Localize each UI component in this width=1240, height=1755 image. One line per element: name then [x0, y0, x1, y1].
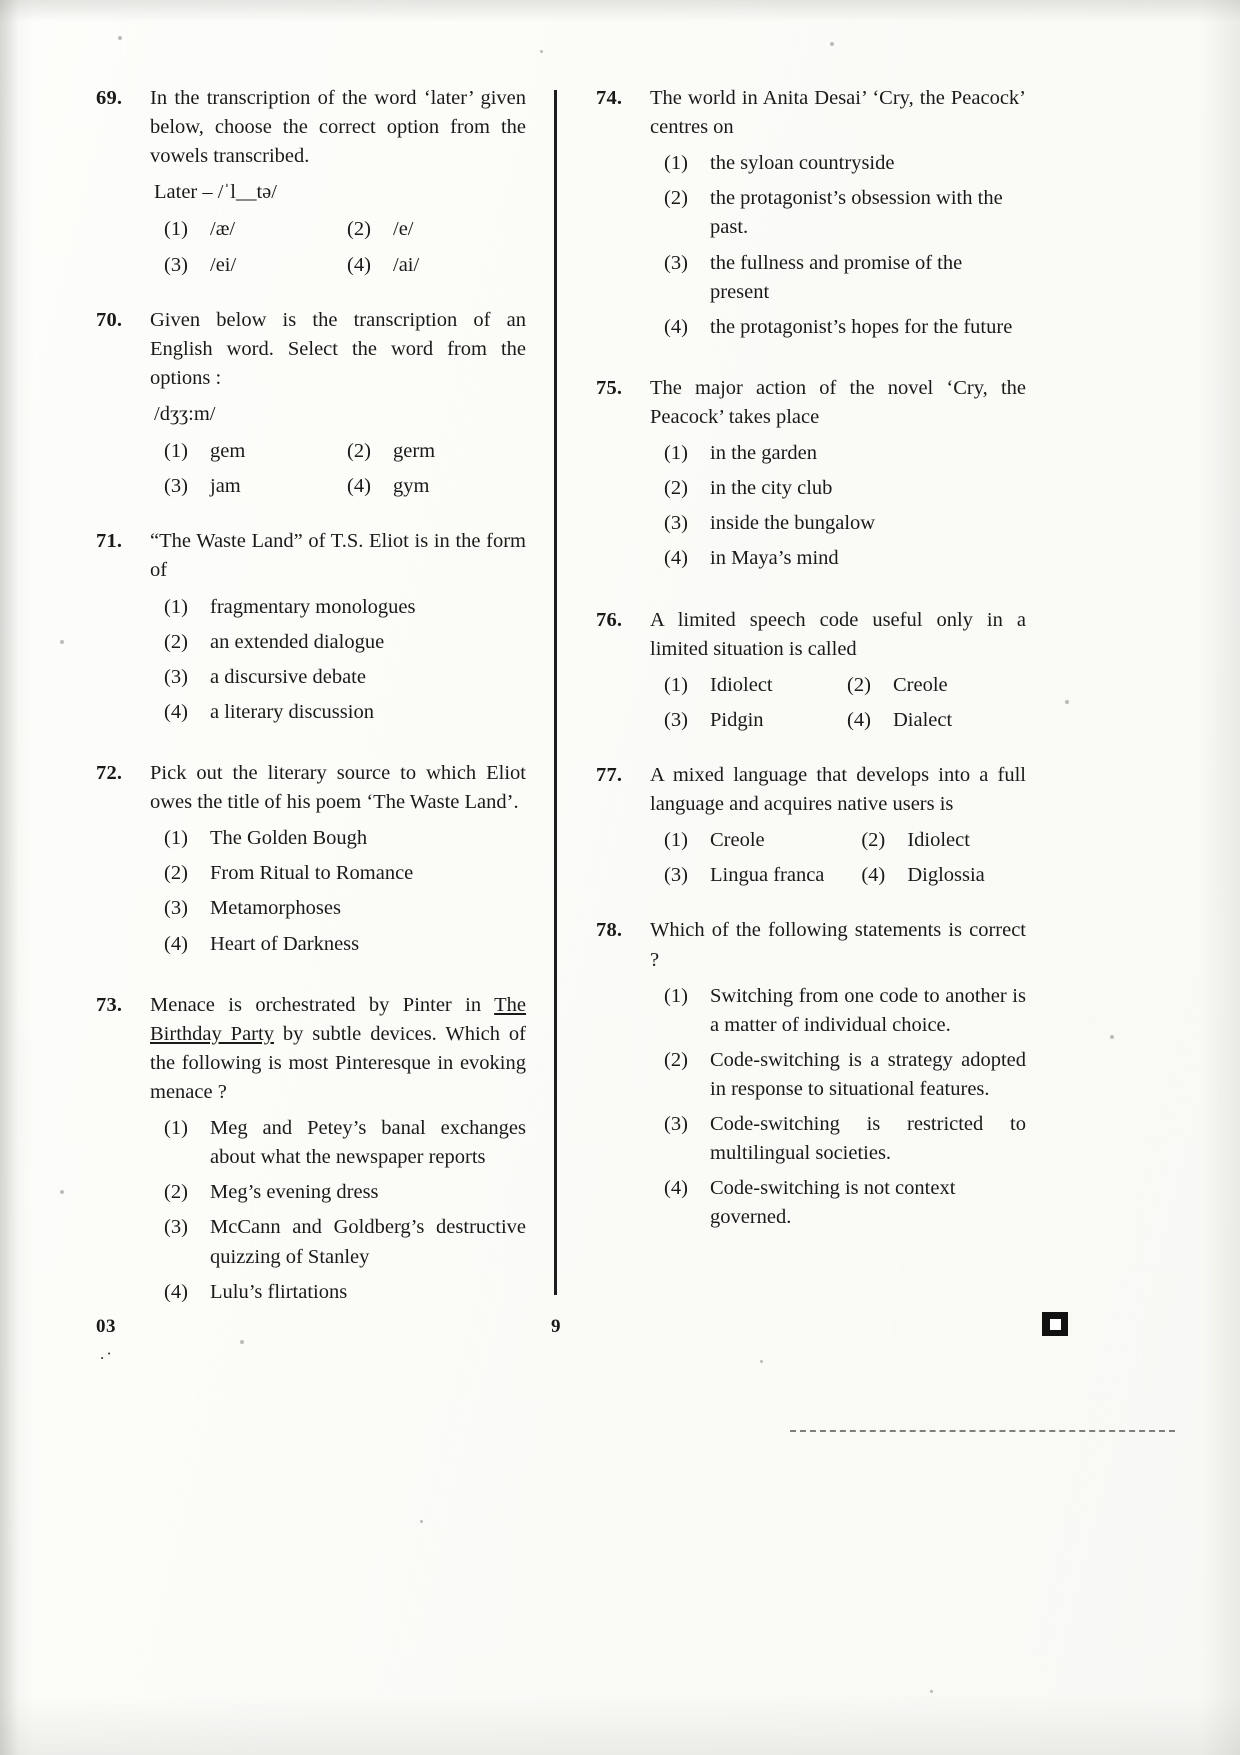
answer-option[interactable]: [150, 859, 526, 888]
option-label: (2): [164, 862, 188, 885]
option-text: Code-switching is a strategy adopted in response to situational features.: [710, 1048, 1026, 1100]
option-label: (1): [664, 829, 688, 852]
answer-option[interactable]: [650, 439, 1026, 468]
two-column-layout: [96, 84, 1026, 1339]
answer-option[interactable]: [347, 215, 526, 244]
question-stem: The major action of the novel ‘Cry, the Peacock’ takes place: [650, 376, 1026, 428]
question-stem: A mixed language that develops into a full language and acquires native users is: [650, 763, 1026, 816]
option-text: germ: [393, 440, 436, 463]
column-divider-rule: [554, 90, 557, 1295]
option-label: (4): [861, 864, 886, 887]
question-item: [96, 991, 526, 1313]
question-number: 75.: [596, 376, 623, 399]
booklet-code: 03: [96, 1316, 116, 1337]
answer-option[interactable]: [150, 1278, 526, 1307]
underlined-title: The Birthday Party: [150, 993, 526, 1045]
option-list: [650, 982, 1026, 1233]
option-text: Idiolect: [710, 673, 773, 696]
answer-option[interactable]: [650, 982, 1026, 1040]
option-label: (3): [664, 708, 688, 731]
answer-option[interactable]: [150, 698, 526, 727]
scan-edge-shadow-left: [0, 0, 34, 1755]
option-label: (1): [664, 984, 688, 1007]
question-stem: [150, 991, 526, 1107]
option-text: Creole: [893, 673, 948, 696]
question-item: [96, 759, 526, 965]
option-text: Dialect: [893, 708, 953, 731]
question-stem: Which of the following statements is correct ?: [650, 919, 1026, 971]
option-text: Lingua franca: [710, 864, 825, 887]
scan-edge-shadow-right: [1200, 0, 1240, 1755]
option-text: the syloan countryside: [710, 152, 895, 175]
option-text: the fullness and promise of the present: [710, 251, 963, 303]
answer-option[interactable]: [650, 1046, 1026, 1104]
answer-option[interactable]: [164, 215, 343, 244]
option-list: [150, 824, 526, 958]
answer-option[interactable]: [164, 251, 343, 280]
question-stem: “The Waste Land” of T.S. Eliot is in the form of: [150, 530, 526, 582]
option-label: (3): [164, 665, 188, 688]
option-text: fragmentary monologues: [210, 595, 416, 618]
option-label: (3): [164, 475, 188, 498]
option-label: (2): [664, 1048, 688, 1071]
question-item: [96, 527, 526, 733]
answer-option[interactable]: [150, 628, 526, 657]
scan-speck: [930, 1690, 933, 1693]
stem-text-run: Menace is orchestrated by Pinter in: [150, 993, 495, 1016]
option-text: gem: [210, 440, 246, 463]
answer-option[interactable]: [150, 894, 526, 923]
option-label: (1): [164, 595, 188, 618]
question-number: 71.: [96, 530, 123, 553]
option-text: Idiolect: [907, 829, 970, 852]
question-body: [150, 84, 526, 280]
option-label: (3): [164, 897, 188, 920]
option-label: (2): [164, 630, 188, 653]
option-text: Code-switching is not context governed.: [710, 1177, 956, 1229]
scan-artifact-dots: .·: [100, 1344, 114, 1363]
option-label: (3): [164, 1216, 188, 1239]
scan-speck: [60, 1190, 64, 1194]
option-text: the protagonist’s obsession with the past.: [710, 187, 1003, 239]
question-body: [650, 916, 1026, 1238]
option-text: The Golden Bough: [210, 827, 368, 850]
answer-option[interactable]: [347, 437, 526, 466]
question-stem: Given below is the transcription of an English word. Select the word from the options :: [150, 308, 526, 389]
registration-mark-icon: [1042, 1312, 1068, 1336]
scan-edge-shadow-top: [0, 0, 1240, 22]
option-label: (2): [664, 187, 688, 210]
option-text: McCann and Goldberg’s destructive quizzing of Stanley: [210, 1216, 526, 1268]
answer-option[interactable]: [164, 437, 343, 466]
question-body: [150, 991, 526, 1313]
option-text: Code-switching is restricted to multilingual societies.: [710, 1113, 1026, 1165]
option-label: (1): [664, 673, 688, 696]
option-text: inside the bungalow: [710, 512, 876, 535]
option-label: (4): [164, 1280, 188, 1303]
scan-speck: [118, 36, 122, 40]
option-text: Heart of Darkness: [210, 932, 360, 955]
page-footer: [96, 1316, 1144, 1363]
option-label: (4): [347, 475, 371, 498]
option-label: (4): [664, 547, 688, 570]
option-text: From Ritual to Romance: [210, 862, 414, 885]
question-body: [650, 761, 1026, 890]
scan-edge-shadow-bottom: [0, 1695, 1240, 1755]
answer-option[interactable]: [650, 544, 1026, 573]
question-number: 78.: [596, 919, 623, 942]
answer-option[interactable]: [650, 1174, 1026, 1232]
answer-option[interactable]: [150, 930, 526, 959]
scan-speck: [830, 42, 834, 46]
question-number: 76.: [596, 608, 623, 631]
option-label: (1): [164, 218, 188, 241]
answer-option[interactable]: [664, 826, 857, 855]
option-list: [650, 826, 1026, 890]
option-list: [150, 593, 526, 727]
option-label: (1): [164, 440, 188, 463]
answer-option[interactable]: [650, 184, 1026, 242]
option-label: (1): [164, 1117, 188, 1140]
answer-option[interactable]: [150, 824, 526, 853]
answer-option[interactable]: [347, 472, 526, 501]
question-body: [650, 84, 1026, 348]
answer-option[interactable]: [347, 251, 526, 280]
option-list: [150, 1114, 526, 1307]
answer-option[interactable]: [861, 861, 1026, 890]
question-number: 74.: [596, 87, 623, 109]
option-label: (4): [164, 932, 188, 955]
option-text: jam: [210, 475, 241, 498]
answer-option[interactable]: [650, 1110, 1026, 1168]
answer-option[interactable]: [150, 593, 526, 622]
answer-option[interactable]: [650, 313, 1026, 342]
answer-option[interactable]: [150, 1213, 526, 1271]
option-label: (3): [164, 253, 188, 276]
answer-option[interactable]: [664, 861, 857, 890]
option-text: in the garden: [710, 442, 818, 465]
question-item: [596, 84, 1026, 348]
option-text: Meg and Petey’s banal exchanges about what the newspaper reports: [210, 1117, 526, 1169]
option-text: in the city club: [710, 477, 833, 500]
option-text: a literary discussion: [210, 700, 374, 723]
option-label: (2): [347, 218, 371, 241]
option-label: (4): [164, 700, 188, 723]
option-text: /ai/: [393, 253, 420, 276]
question-item: [596, 606, 1026, 735]
option-label: (4): [347, 253, 371, 276]
option-list: [150, 437, 526, 501]
option-label: (3): [664, 512, 688, 535]
answer-option[interactable]: [847, 706, 1026, 735]
question-stem: In the transcription of the word ‘later’ given below, choose the correct option from the vowels transcribed.: [150, 87, 526, 168]
question-stem: Pick out the literary source to which Eliot owes the title of his poem ‘The Waste Land’.: [150, 761, 526, 814]
question-body: [150, 527, 526, 733]
answer-option[interactable]: [150, 1114, 526, 1172]
scan-speck: [540, 50, 543, 53]
answer-option[interactable]: [150, 663, 526, 692]
dashed-cut-line: [790, 1430, 1175, 1432]
answer-option[interactable]: [650, 149, 1026, 178]
option-text: Diglossia: [907, 864, 985, 887]
question-number: 73.: [96, 993, 123, 1016]
option-text: /e/: [393, 218, 414, 241]
question-number: 72.: [96, 761, 123, 784]
option-label: (2): [664, 477, 688, 500]
option-label: (2): [347, 440, 371, 463]
question-item: [596, 916, 1026, 1238]
option-text: in Maya’s mind: [710, 547, 839, 570]
option-text: a discursive debate: [210, 665, 366, 688]
question-item: [96, 84, 526, 280]
scan-speck: [420, 1520, 423, 1523]
answer-option[interactable]: [861, 826, 1026, 855]
page-number: 9: [551, 1316, 561, 1337]
option-label: (2): [847, 673, 871, 696]
option-text: an extended dialogue: [210, 630, 385, 653]
option-text: Pidgin: [710, 708, 764, 731]
answer-option[interactable]: [164, 472, 343, 501]
option-text: /ei/: [210, 253, 237, 276]
option-list: [650, 439, 1026, 573]
option-text: Switching from one code to another is a matter of individual choice.: [710, 984, 1026, 1036]
question-number: 69.: [96, 87, 123, 109]
question-body: [150, 306, 526, 502]
option-text: Lulu’s flirtations: [210, 1280, 348, 1303]
scan-speck: [1110, 1035, 1114, 1039]
answer-option[interactable]: [664, 706, 843, 735]
answer-option[interactable]: [650, 509, 1026, 538]
question-item: [596, 374, 1026, 580]
option-text: gym: [393, 475, 430, 498]
option-label: (3): [664, 251, 688, 274]
option-label: (4): [847, 708, 871, 731]
option-label: (2): [861, 829, 886, 852]
question-body: [150, 759, 526, 965]
scan-speck: [1065, 700, 1069, 704]
option-label: (2): [164, 1181, 188, 1204]
question-stem: The world in Anita Desai’ ‘Cry, the Peacock’ centres on: [650, 87, 1026, 139]
question-body: [650, 374, 1026, 580]
option-label: (1): [664, 442, 688, 465]
question-item: [596, 761, 1026, 890]
stem-text-run: by subtle devices. Which of the following is most Pinteresque in evoking menace ?: [150, 1022, 527, 1103]
scan-speck: [760, 1360, 763, 1363]
right-question-column: [540, 84, 1026, 1265]
question-item: [96, 306, 526, 502]
option-label: (1): [664, 152, 688, 175]
question-number: 70.: [96, 308, 123, 331]
option-label: (3): [664, 1113, 688, 1136]
option-text: Meg’s evening dress: [210, 1181, 379, 1204]
option-text: Creole: [710, 829, 765, 852]
option-text: /æ/: [210, 218, 236, 241]
answer-option[interactable]: [664, 671, 843, 700]
answer-option[interactable]: [847, 671, 1026, 700]
phonetic-transcription: Later – /ˈl__tə/: [154, 181, 277, 204]
option-text: Metamorphoses: [210, 897, 341, 920]
option-text: the protagonist’s hopes for the future: [710, 315, 1013, 338]
option-label: (1): [164, 827, 188, 850]
answer-option[interactable]: [650, 249, 1026, 307]
option-label: (4): [664, 315, 688, 338]
phonetic-transcription: /dʒʒ:m/: [154, 402, 216, 425]
question-number: 77.: [596, 763, 623, 786]
left-question-column: [96, 84, 540, 1339]
scan-speck: [60, 640, 64, 644]
question-stem: A limited speech code useful only in a limited situation is called: [650, 608, 1026, 660]
answer-option[interactable]: [150, 1178, 526, 1207]
question-body: [650, 606, 1026, 735]
option-list: [650, 671, 1026, 735]
option-list: [650, 149, 1026, 342]
option-list: [150, 215, 526, 279]
question-content-area: [96, 84, 1026, 1339]
answer-option[interactable]: [650, 474, 1026, 503]
option-label: (3): [664, 864, 688, 887]
option-label: (4): [664, 1177, 688, 1200]
